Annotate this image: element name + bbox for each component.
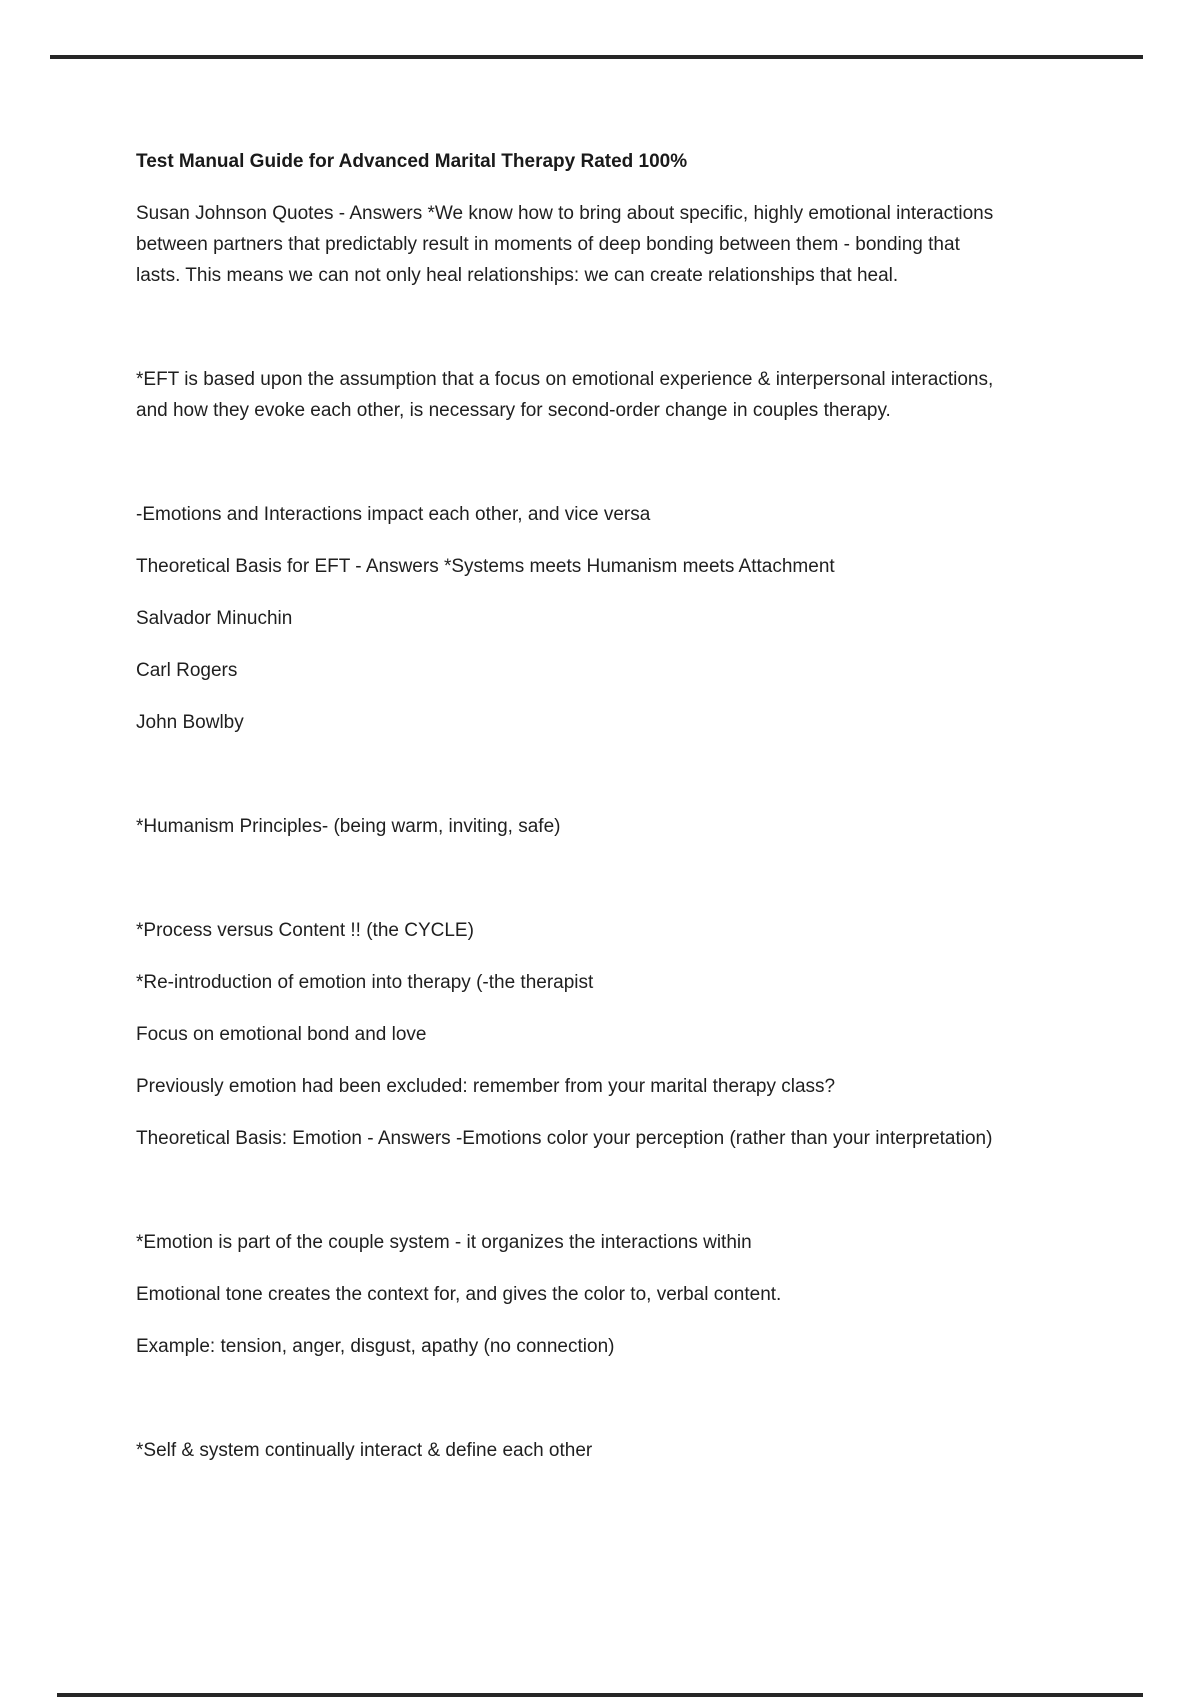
paragraph-line: between partners that predictably result in moments of deep bonding between them - bonding that xyxy=(136,234,960,255)
paragraph xyxy=(136,1019,1096,1050)
paragraph-line: *Humanism Principles- (being warm, inviting, safe) xyxy=(136,816,561,837)
paragraph-line: *Self & system continually interact & define each other xyxy=(136,1440,593,1461)
paragraph xyxy=(136,1071,1096,1102)
document-body xyxy=(136,146,1096,1487)
paragraph xyxy=(136,364,1096,426)
paragraph-line: Theoretical Basis: Emotion - Answers -Emotions color your perception (rather than your interpretation) xyxy=(136,1128,993,1149)
top-divider xyxy=(50,55,1143,59)
blank-line xyxy=(136,447,1096,478)
paragraph xyxy=(136,1331,1096,1362)
paragraph xyxy=(136,967,1096,998)
paragraph-line: Theoretical Basis for EFT - Answers *Systems meets Humanism meets Attachment xyxy=(136,556,835,577)
paragraph xyxy=(136,1123,1096,1154)
paragraph-list xyxy=(136,198,1096,1466)
blank-line xyxy=(136,312,1096,343)
paragraph-line: *Emotion is part of the couple system - it organizes the interactions within xyxy=(136,1232,752,1253)
paragraph xyxy=(136,1279,1096,1310)
paragraph-line: Salvador Minuchin xyxy=(136,608,293,629)
blank-line xyxy=(136,1175,1096,1206)
paragraph-line: Susan Johnson Quotes - Answers *We know how to bring about specific, highly emotional interactions xyxy=(136,203,994,224)
paragraph xyxy=(136,915,1096,946)
blank-line xyxy=(136,863,1096,894)
paragraph xyxy=(136,655,1096,686)
paragraph-line: Previously emotion had been excluded: remember from your marital therapy class? xyxy=(136,1076,836,1097)
paragraph-line: and how they evoke each other, is necessary for second-order change in couples therapy. xyxy=(136,400,891,421)
paragraph xyxy=(136,1435,1096,1466)
blank-line xyxy=(136,1383,1096,1414)
document-title: Test Manual Guide for Advanced Marital Therapy Rated 100% xyxy=(136,151,688,172)
paragraph xyxy=(136,499,1096,530)
paragraph xyxy=(136,551,1096,582)
paragraph xyxy=(136,1227,1096,1258)
paragraph-line: *Re-introduction of emotion into therapy (-the therapist xyxy=(136,972,594,993)
blank-line xyxy=(136,759,1096,790)
paragraph xyxy=(136,707,1096,738)
paragraph-line: -Emotions and Interactions impact each other, and vice versa xyxy=(136,504,651,525)
paragraph xyxy=(136,198,1096,291)
bottom-divider xyxy=(57,1693,1143,1697)
paragraph xyxy=(136,603,1096,634)
paragraph-line: Focus on emotional bond and love xyxy=(136,1024,427,1045)
paragraph-line: John Bowlby xyxy=(136,712,244,733)
paragraph-line: lasts. This means we can not only heal relationships: we can create relationships that heal. xyxy=(136,265,899,286)
paragraph xyxy=(136,811,1096,842)
paragraph-line: Example: tension, anger, disgust, apathy (no connection) xyxy=(136,1336,615,1357)
paragraph-line: Carl Rogers xyxy=(136,660,238,681)
paragraph-line: *EFT is based upon the assumption that a focus on emotional experience & interpersonal interactions, xyxy=(136,369,994,390)
paragraph-line: *Process versus Content !! (the CYCLE) xyxy=(136,920,474,941)
paragraph-line: Emotional tone creates the context for, and gives the color to, verbal content. xyxy=(136,1284,782,1305)
